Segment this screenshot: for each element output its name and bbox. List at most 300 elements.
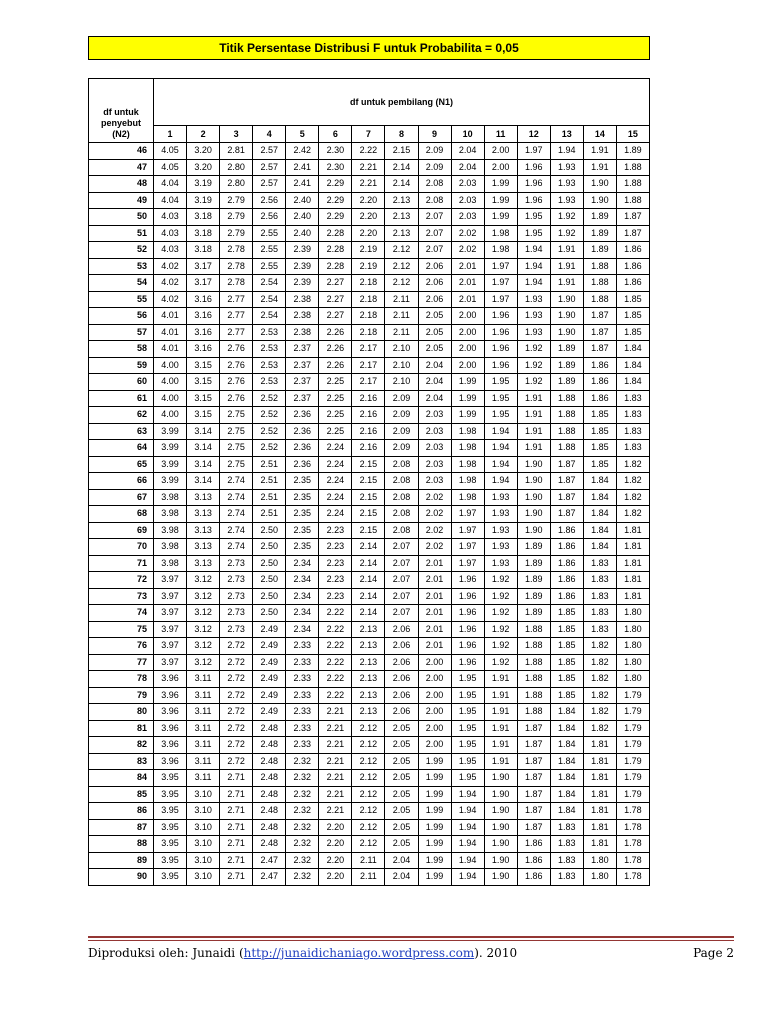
row-df-label: 57 bbox=[89, 324, 154, 341]
table-cell: 2.50 bbox=[253, 572, 286, 589]
table-cell: 1.99 bbox=[484, 209, 517, 226]
table-cell: 1.80 bbox=[616, 605, 649, 622]
table-cell: 3.10 bbox=[187, 803, 220, 820]
table-cell: 1.83 bbox=[616, 407, 649, 424]
table-cell: 1.88 bbox=[583, 258, 616, 275]
table-cell: 2.32 bbox=[286, 753, 319, 770]
table-cell: 2.21 bbox=[319, 753, 352, 770]
table-cell: 1.97 bbox=[451, 539, 484, 556]
column-header: 5 bbox=[286, 126, 319, 143]
table-cell: 1.95 bbox=[517, 225, 550, 242]
row-df-label: 52 bbox=[89, 242, 154, 259]
table-cell: 2.20 bbox=[352, 225, 385, 242]
table-cell: 2.12 bbox=[352, 753, 385, 770]
row-df-label: 46 bbox=[89, 143, 154, 160]
table-cell: 2.13 bbox=[352, 621, 385, 638]
table-cell: 3.98 bbox=[154, 489, 187, 506]
row-df-label: 69 bbox=[89, 522, 154, 539]
table-cell: 2.55 bbox=[253, 242, 286, 259]
table-cell: 1.82 bbox=[616, 456, 649, 473]
table-cell: 1.98 bbox=[451, 440, 484, 457]
table-cell: 3.98 bbox=[154, 506, 187, 523]
table-cell: 2.13 bbox=[352, 671, 385, 688]
table-cell: 2.24 bbox=[319, 456, 352, 473]
table-cell: 2.03 bbox=[418, 456, 451, 473]
table-cell: 1.96 bbox=[451, 605, 484, 622]
table-cell: 1.99 bbox=[451, 374, 484, 391]
table-cell: 1.84 bbox=[583, 473, 616, 490]
table-cell: 2.53 bbox=[253, 324, 286, 341]
table-cell: 2.74 bbox=[220, 489, 253, 506]
table-cell: 2.04 bbox=[418, 390, 451, 407]
table-cell: 2.14 bbox=[385, 159, 418, 176]
table-cell: 2.29 bbox=[319, 192, 352, 209]
table-cell: 3.99 bbox=[154, 456, 187, 473]
table-cell: 2.74 bbox=[220, 506, 253, 523]
table-cell: 2.74 bbox=[220, 473, 253, 490]
table-cell: 1.81 bbox=[583, 819, 616, 836]
table-cell: 1.91 bbox=[583, 159, 616, 176]
table-cell: 2.01 bbox=[418, 555, 451, 572]
table-cell: 2.21 bbox=[319, 737, 352, 754]
row-df-label: 56 bbox=[89, 308, 154, 325]
table-cell: 1.91 bbox=[550, 242, 583, 259]
table-cell: 2.24 bbox=[319, 506, 352, 523]
table-cell: 2.73 bbox=[220, 555, 253, 572]
table-cell: 2.47 bbox=[253, 869, 286, 886]
table-cell: 3.10 bbox=[187, 869, 220, 886]
table-cell: 1.99 bbox=[451, 390, 484, 407]
table-cell: 2.16 bbox=[352, 390, 385, 407]
table-cell: 1.87 bbox=[517, 803, 550, 820]
table-cell: 2.01 bbox=[451, 275, 484, 292]
table-cell: 1.84 bbox=[550, 737, 583, 754]
table-cell: 2.09 bbox=[385, 440, 418, 457]
row-df-label: 76 bbox=[89, 638, 154, 655]
table-cell: 1.92 bbox=[550, 225, 583, 242]
row-df-label: 49 bbox=[89, 192, 154, 209]
table-cell: 2.15 bbox=[352, 473, 385, 490]
table-cell: 1.85 bbox=[550, 621, 583, 638]
table-cell: 2.40 bbox=[286, 225, 319, 242]
table-cell: 2.26 bbox=[319, 341, 352, 358]
table-cell: 2.03 bbox=[418, 473, 451, 490]
row-df-label: 62 bbox=[89, 407, 154, 424]
table-cell: 1.86 bbox=[550, 522, 583, 539]
table-cell: 3.13 bbox=[187, 539, 220, 556]
table-cell: 2.18 bbox=[352, 275, 385, 292]
table-cell: 1.91 bbox=[484, 671, 517, 688]
table-cell: 4.02 bbox=[154, 258, 187, 275]
table-cell: 1.82 bbox=[583, 687, 616, 704]
table-cell: 3.95 bbox=[154, 803, 187, 820]
table-cell: 2.71 bbox=[220, 836, 253, 853]
table-cell: 1.89 bbox=[616, 143, 649, 160]
table-cell: 1.90 bbox=[550, 324, 583, 341]
table-cell: 1.86 bbox=[550, 572, 583, 589]
table-cell: 2.32 bbox=[286, 869, 319, 886]
table-cell: 2.09 bbox=[385, 390, 418, 407]
table-cell: 2.23 bbox=[319, 572, 352, 589]
table-cell: 3.15 bbox=[187, 357, 220, 374]
table-cell: 2.22 bbox=[319, 671, 352, 688]
row-df-label: 77 bbox=[89, 654, 154, 671]
table-cell: 2.12 bbox=[352, 720, 385, 737]
table-cell: 2.49 bbox=[253, 687, 286, 704]
table-cell: 1.85 bbox=[550, 687, 583, 704]
table-cell: 2.21 bbox=[319, 786, 352, 803]
table-cell: 2.72 bbox=[220, 704, 253, 721]
table-cell: 4.01 bbox=[154, 308, 187, 325]
table-cell: 2.14 bbox=[352, 605, 385, 622]
table-cell: 3.95 bbox=[154, 836, 187, 853]
table-cell: 1.90 bbox=[517, 506, 550, 523]
table-cell: 2.76 bbox=[220, 341, 253, 358]
table-cell: 1.95 bbox=[484, 407, 517, 424]
table-cell: 1.81 bbox=[616, 522, 649, 539]
table-cell: 2.20 bbox=[319, 836, 352, 853]
table-cell: 2.72 bbox=[220, 638, 253, 655]
table-cell: 1.81 bbox=[616, 539, 649, 556]
table-cell: 2.25 bbox=[319, 423, 352, 440]
table-cell: 2.74 bbox=[220, 539, 253, 556]
table-cell: 2.37 bbox=[286, 390, 319, 407]
table-cell: 2.06 bbox=[385, 638, 418, 655]
row-df-label: 78 bbox=[89, 671, 154, 688]
table-cell: 1.83 bbox=[616, 440, 649, 457]
row-df-label: 59 bbox=[89, 357, 154, 374]
table-cell: 4.03 bbox=[154, 225, 187, 242]
table-cell: 1.93 bbox=[484, 489, 517, 506]
table-cell: 1.89 bbox=[517, 539, 550, 556]
table-cell: 1.80 bbox=[616, 621, 649, 638]
table-cell: 1.94 bbox=[451, 836, 484, 853]
table-cell: 2.49 bbox=[253, 671, 286, 688]
table-row bbox=[89, 324, 650, 341]
table-cell: 4.00 bbox=[154, 407, 187, 424]
table-cell: 2.00 bbox=[451, 324, 484, 341]
row-df-label: 86 bbox=[89, 803, 154, 820]
table-cell: 1.91 bbox=[517, 440, 550, 457]
table-cell: 2.33 bbox=[286, 638, 319, 655]
table-cell: 2.36 bbox=[286, 407, 319, 424]
table-cell: 1.78 bbox=[616, 852, 649, 869]
table-row bbox=[89, 572, 650, 589]
table-cell: 1.85 bbox=[550, 605, 583, 622]
table-cell: 2.80 bbox=[220, 159, 253, 176]
table-cell: 3.96 bbox=[154, 671, 187, 688]
table-cell: 2.53 bbox=[253, 374, 286, 391]
table-cell: 2.21 bbox=[319, 770, 352, 787]
table-cell: 2.00 bbox=[418, 720, 451, 737]
table-cell: 1.98 bbox=[451, 423, 484, 440]
table-cell: 3.12 bbox=[187, 621, 220, 638]
column-number-row bbox=[89, 126, 650, 143]
table-cell: 2.34 bbox=[286, 572, 319, 589]
table-cell: 2.56 bbox=[253, 209, 286, 226]
table-cell: 2.21 bbox=[319, 720, 352, 737]
table-cell: 2.13 bbox=[352, 638, 385, 655]
table-cell: 2.17 bbox=[352, 374, 385, 391]
table-cell: 1.91 bbox=[484, 687, 517, 704]
row-df-label: 84 bbox=[89, 770, 154, 787]
footer-rule-thin bbox=[88, 940, 734, 941]
table-cell: 1.97 bbox=[517, 143, 550, 160]
table-cell: 2.34 bbox=[286, 605, 319, 622]
page-number: Page 2 bbox=[693, 946, 734, 960]
table-cell: 1.95 bbox=[484, 390, 517, 407]
table-cell: 2.00 bbox=[451, 341, 484, 358]
table-row bbox=[89, 621, 650, 638]
table-cell: 2.01 bbox=[418, 572, 451, 589]
footer-suffix: ). 2010 bbox=[474, 946, 518, 960]
table-cell: 3.97 bbox=[154, 588, 187, 605]
table-cell: 1.93 bbox=[517, 308, 550, 325]
table-cell: 2.10 bbox=[385, 374, 418, 391]
table-row bbox=[89, 786, 650, 803]
table-cell: 1.99 bbox=[484, 176, 517, 193]
table-cell: 2.23 bbox=[319, 555, 352, 572]
table-cell: 2.21 bbox=[352, 159, 385, 176]
table-cell: 2.40 bbox=[286, 209, 319, 226]
corner-label-line-2: penyebut bbox=[100, 118, 141, 128]
table-cell: 1.88 bbox=[583, 291, 616, 308]
table-row bbox=[89, 687, 650, 704]
table-cell: 3.97 bbox=[154, 638, 187, 655]
table-cell: 3.16 bbox=[187, 291, 220, 308]
table-cell: 2.12 bbox=[352, 770, 385, 787]
table-cell: 3.98 bbox=[154, 555, 187, 572]
table-cell: 2.22 bbox=[319, 654, 352, 671]
table-cell: 2.48 bbox=[253, 737, 286, 754]
table-cell: 1.93 bbox=[484, 555, 517, 572]
table-cell: 2.78 bbox=[220, 258, 253, 275]
table-cell: 3.95 bbox=[154, 786, 187, 803]
table-cell: 2.13 bbox=[385, 225, 418, 242]
table-cell: 1.90 bbox=[517, 489, 550, 506]
table-cell: 2.02 bbox=[418, 489, 451, 506]
table-cell: 1.96 bbox=[484, 341, 517, 358]
table-cell: 1.84 bbox=[550, 803, 583, 820]
table-cell: 2.11 bbox=[385, 324, 418, 341]
table-cell: 2.18 bbox=[352, 324, 385, 341]
table-row bbox=[89, 654, 650, 671]
table-cell: 2.73 bbox=[220, 621, 253, 638]
table-cell: 1.84 bbox=[583, 522, 616, 539]
table-row bbox=[89, 176, 650, 193]
table-cell: 2.71 bbox=[220, 869, 253, 886]
table-cell: 1.94 bbox=[517, 275, 550, 292]
table-cell: 1.91 bbox=[484, 753, 517, 770]
table-cell: 2.04 bbox=[451, 159, 484, 176]
row-df-label: 64 bbox=[89, 440, 154, 457]
table-cell: 2.57 bbox=[253, 176, 286, 193]
table-cell: 1.82 bbox=[583, 704, 616, 721]
table-cell: 2.50 bbox=[253, 522, 286, 539]
table-cell: 2.14 bbox=[352, 572, 385, 589]
table-cell: 2.14 bbox=[352, 555, 385, 572]
table-cell: 3.17 bbox=[187, 258, 220, 275]
table-cell: 2.52 bbox=[253, 390, 286, 407]
table-cell: 1.89 bbox=[517, 588, 550, 605]
table-cell: 2.04 bbox=[418, 357, 451, 374]
row-df-label: 63 bbox=[89, 423, 154, 440]
table-cell: 2.08 bbox=[385, 522, 418, 539]
table-cell: 3.12 bbox=[187, 588, 220, 605]
table-cell: 2.53 bbox=[253, 357, 286, 374]
table-row bbox=[89, 638, 650, 655]
table-cell: 1.86 bbox=[517, 852, 550, 869]
table-cell: 3.96 bbox=[154, 720, 187, 737]
table-cell: 1.81 bbox=[616, 555, 649, 572]
table-row bbox=[89, 225, 650, 242]
table-row bbox=[89, 308, 650, 325]
table-row bbox=[89, 209, 650, 226]
table-cell: 1.84 bbox=[616, 341, 649, 358]
row-df-label: 81 bbox=[89, 720, 154, 737]
table-cell: 3.96 bbox=[154, 687, 187, 704]
table-row bbox=[89, 440, 650, 457]
table-cell: 1.96 bbox=[484, 324, 517, 341]
table-cell: 2.27 bbox=[319, 291, 352, 308]
table-cell: 3.14 bbox=[187, 423, 220, 440]
table-cell: 2.72 bbox=[220, 753, 253, 770]
table-cell: 2.17 bbox=[352, 341, 385, 358]
table-cell: 1.87 bbox=[616, 225, 649, 242]
table-cell: 4.04 bbox=[154, 176, 187, 193]
table-cell: 2.13 bbox=[352, 654, 385, 671]
row-df-label: 73 bbox=[89, 588, 154, 605]
table-cell: 1.96 bbox=[451, 654, 484, 671]
table-cell: 2.76 bbox=[220, 390, 253, 407]
table-cell: 2.04 bbox=[385, 852, 418, 869]
table-cell: 2.53 bbox=[253, 341, 286, 358]
table-cell: 2.51 bbox=[253, 456, 286, 473]
table-cell: 1.83 bbox=[583, 588, 616, 605]
table-cell: 1.86 bbox=[517, 836, 550, 853]
table-cell: 2.11 bbox=[352, 869, 385, 886]
table-cell: 1.88 bbox=[550, 423, 583, 440]
table-cell: 1.94 bbox=[484, 440, 517, 457]
footer-link[interactable]: http://junaidichaniago.wordpress.com bbox=[243, 946, 475, 960]
table-cell: 1.83 bbox=[583, 605, 616, 622]
table-cell: 2.08 bbox=[385, 473, 418, 490]
table-row bbox=[89, 489, 650, 506]
table-cell: 3.11 bbox=[187, 737, 220, 754]
footer-rule-thick bbox=[88, 936, 734, 938]
table-cell: 2.35 bbox=[286, 522, 319, 539]
table-cell: 1.95 bbox=[451, 770, 484, 787]
table-row bbox=[89, 737, 650, 754]
table-cell: 1.96 bbox=[451, 572, 484, 589]
table-cell: 1.93 bbox=[550, 192, 583, 209]
table-cell: 2.07 bbox=[418, 225, 451, 242]
table-cell: 1.80 bbox=[616, 638, 649, 655]
table-cell: 1.81 bbox=[583, 770, 616, 787]
table-cell: 1.90 bbox=[517, 456, 550, 473]
table-cell: 3.19 bbox=[187, 192, 220, 209]
table-cell: 2.24 bbox=[319, 440, 352, 457]
table-cell: 2.50 bbox=[253, 555, 286, 572]
table-cell: 2.25 bbox=[319, 374, 352, 391]
table-cell: 1.95 bbox=[451, 704, 484, 721]
table-cell: 1.86 bbox=[550, 555, 583, 572]
table-cell: 1.88 bbox=[517, 638, 550, 655]
table-cell: 2.02 bbox=[451, 242, 484, 259]
table-cell: 2.05 bbox=[385, 803, 418, 820]
table-cell: 1.97 bbox=[451, 522, 484, 539]
table-cell: 2.32 bbox=[286, 786, 319, 803]
table-cell: 1.89 bbox=[583, 242, 616, 259]
table-cell: 2.07 bbox=[385, 555, 418, 572]
table-cell: 1.91 bbox=[550, 275, 583, 292]
table-cell: 1.85 bbox=[583, 456, 616, 473]
corner-label-line-3: (N2) bbox=[112, 129, 130, 139]
table-row bbox=[89, 473, 650, 490]
table-cell: 2.24 bbox=[319, 473, 352, 490]
table-cell: 2.34 bbox=[286, 555, 319, 572]
table-cell: 2.49 bbox=[253, 704, 286, 721]
table-cell: 4.05 bbox=[154, 143, 187, 160]
row-df-label: 54 bbox=[89, 275, 154, 292]
table-cell: 1.86 bbox=[517, 869, 550, 886]
table-cell: 2.08 bbox=[385, 506, 418, 523]
table-cell: 2.09 bbox=[385, 423, 418, 440]
table-cell: 2.13 bbox=[352, 704, 385, 721]
table-cell: 1.87 bbox=[583, 308, 616, 325]
table-cell: 1.93 bbox=[484, 506, 517, 523]
table-cell: 1.84 bbox=[583, 539, 616, 556]
table-cell: 3.17 bbox=[187, 275, 220, 292]
table-cell: 1.94 bbox=[451, 852, 484, 869]
table-cell: 2.06 bbox=[418, 275, 451, 292]
table-cell: 1.98 bbox=[484, 225, 517, 242]
table-cell: 1.92 bbox=[517, 374, 550, 391]
table-cell: 1.88 bbox=[616, 176, 649, 193]
table-cell: 1.97 bbox=[484, 291, 517, 308]
table-cell: 1.86 bbox=[616, 258, 649, 275]
table-cell: 1.94 bbox=[451, 803, 484, 820]
table-cell: 1.90 bbox=[484, 803, 517, 820]
table-cell: 1.99 bbox=[484, 192, 517, 209]
table-cell: 2.77 bbox=[220, 308, 253, 325]
table-cell: 2.02 bbox=[418, 506, 451, 523]
table-cell: 2.48 bbox=[253, 803, 286, 820]
table-cell: 2.06 bbox=[385, 671, 418, 688]
table-cell: 1.91 bbox=[484, 737, 517, 754]
corner-header bbox=[89, 79, 154, 143]
table-cell: 2.35 bbox=[286, 489, 319, 506]
table-cell: 2.06 bbox=[385, 704, 418, 721]
table-cell: 2.05 bbox=[418, 324, 451, 341]
table-cell: 2.00 bbox=[451, 357, 484, 374]
table-cell: 4.01 bbox=[154, 341, 187, 358]
table-cell: 3.95 bbox=[154, 852, 187, 869]
row-df-label: 71 bbox=[89, 555, 154, 572]
table-cell: 1.81 bbox=[583, 836, 616, 853]
table-cell: 1.83 bbox=[550, 869, 583, 886]
table-cell: 1.83 bbox=[583, 555, 616, 572]
table-cell: 2.73 bbox=[220, 605, 253, 622]
table-cell: 2.05 bbox=[385, 770, 418, 787]
table-cell: 2.27 bbox=[319, 275, 352, 292]
table-cell: 1.89 bbox=[550, 357, 583, 374]
table-cell: 2.26 bbox=[319, 324, 352, 341]
table-cell: 1.80 bbox=[583, 869, 616, 886]
table-cell: 2.19 bbox=[352, 258, 385, 275]
table-cell: 2.47 bbox=[253, 852, 286, 869]
table-cell: 1.99 bbox=[418, 836, 451, 853]
